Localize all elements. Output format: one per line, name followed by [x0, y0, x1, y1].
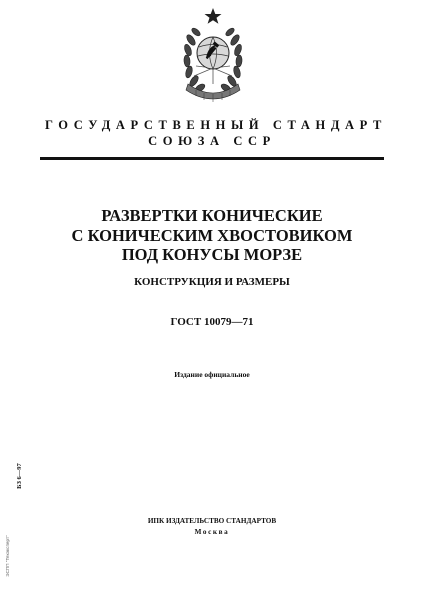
ussr-state-emblem-icon: [178, 6, 248, 106]
publisher: ИПК ИЗДАТЕЛЬСТВО СТАНДАРТОВ: [147, 517, 277, 525]
side-stamp: ЭСПП "Техэксперт": [5, 535, 10, 577]
header-ussr: СОЮЗА ССР: [148, 134, 276, 148]
document-subtitle: КОНСТРУКЦИЯ И РАЗМЕРЫ: [134, 276, 290, 288]
title-line-2: С КОНИЧЕСКИМ ХВОСТОВИКОМ: [71, 225, 353, 245]
edition-note: Издание официальное: [174, 370, 250, 379]
document-title: [0, 206, 424, 265]
publication-city: Москва: [194, 528, 230, 536]
side-code: БЗ 6—97: [16, 463, 23, 489]
header-state-standard: ГОСУДАРСТВЕННЫЙ СТАНДАРТ: [45, 118, 387, 132]
title-line-3: ПОД КОНУСЫ МОРЗЕ: [121, 245, 303, 264]
standard-number: ГОСТ 10079—71: [170, 316, 254, 328]
title-line-1: РАЗВЕРТКИ КОНИЧЕСКИЕ: [101, 206, 323, 225]
header-divider: [40, 157, 384, 160]
